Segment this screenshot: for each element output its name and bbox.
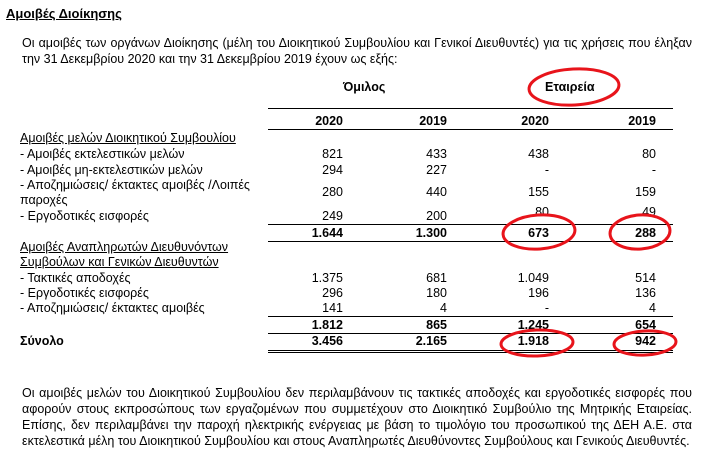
s1-row4-v3: 80 (535, 205, 549, 219)
s1-subtotal-rule-bottom (268, 241, 673, 242)
s2-row3-v3: - (544, 301, 549, 315)
s2-row1-v2: 681 (426, 271, 447, 285)
total-label: Σύνολο (20, 334, 64, 348)
s1-subtotal-rule (268, 224, 673, 225)
s1-subtotal-v4: 288 (635, 226, 656, 240)
total-v4: 942 (635, 334, 656, 348)
s1-row1-label: - Αμοιβές εκτελεστικών μελών (20, 147, 185, 161)
s2-row2-v1: 296 (322, 286, 343, 300)
section2-heading-line2: Συμβούλων και Γενικών Διευθυντών (20, 255, 219, 269)
total-rule-1 (268, 350, 673, 351)
s2-row3-label: - Αποζημιώσεις/ έκτακτες αμοιβές (20, 301, 205, 315)
s1-row3-v4: 159 (635, 185, 656, 199)
s1-row1-v2: 433 (426, 147, 447, 161)
intro-paragraph: Οι αμοιβές των οργάνων Διοίκησης (μέλη του Διοικητικού Συμβουλίου και Γενικοί Διευθυντές) για τις χρήσεις που έληξαν την 31 Δεκεμβρίου 2020 και την 31 Δεκεμβρίου 2019 έχουν ως εξής: (22, 36, 692, 66)
s1-row4-label: - Εργοδοτικές εισφορές (20, 209, 149, 223)
section2-heading-line1: Αμοιβές Αναπληρωτών Διευθυνόντων (20, 240, 229, 254)
year-col-3: 2020 (521, 114, 549, 128)
s1-row3-v2: 440 (426, 185, 447, 199)
s2-row2-v2: 180 (426, 286, 447, 300)
section1-heading: Αμοιβές μελών Διοικητικού Συμβουλίου (20, 131, 236, 145)
s1-row3-label-line1: - Αποζημιώσεις/ έκτακτες αμοιβές /Λοιπές (20, 178, 250, 192)
s2-row1-v1: 1.375 (311, 271, 343, 285)
total-v3: 1.918 (517, 334, 549, 348)
s1-row2-label: - Αμοιβές μη-εκτελεστικών μελών (20, 163, 203, 177)
header-rule (268, 108, 673, 109)
footnote-paragraph: Οι αμοιβές μελών του Διοικητικού Συμβουλίου δεν περιλαμβάνουν τις τακτικές αποδοχές και εργοδοτικές εισφορές που αφορούν στους εκπροσώπους των εργαζομένων που συμμετέχουν στο Διοικητικό Συμβούλιο της Μητρικής Εταιρείας. Επίσης, δεν περιλαμβάνει την παροχή ηλεκτρικής ενέργειας με βάση το τιμολόγιο του προσωπικού της ΔΕΗ Α.Ε. στα εκτελεστικά μέλη του Διοικητικού Συμβουλίου και στους Αναπληρωτές Διευθύνοντες Συμβούλους και Γενικούς Διευθυντές. (22, 386, 692, 448)
s1-row4-v1: 249 (322, 209, 343, 223)
s1-row3-v1: 280 (322, 185, 343, 199)
group-header-omilos: Όμιλος (343, 80, 386, 94)
s2-subtotal-v4: 654 (635, 318, 656, 332)
s1-subtotal-v2: 1.300 (415, 226, 447, 240)
total-v1: 3.456 (311, 334, 343, 348)
s1-row3-v3: 155 (528, 185, 549, 199)
year-col-2: 2019 (419, 114, 447, 128)
s1-row1-v4: 80 (642, 147, 656, 161)
total-rule-2 (268, 352, 673, 353)
s1-row1-v3: 438 (528, 147, 549, 161)
s1-row2-v1: 294 (322, 163, 343, 177)
s2-subtotal-rule (268, 316, 673, 317)
s2-row2-label: - Εργοδοτικές εισφορές (20, 286, 149, 300)
s2-subtotal-v1: 1.812 (311, 318, 343, 332)
s1-subtotal-v1: 1.644 (311, 226, 343, 240)
year-rule (268, 129, 673, 130)
s2-row3-v4: 4 (649, 301, 656, 315)
s1-row4-v2: 200 (426, 209, 447, 223)
year-col-1: 2020 (315, 114, 343, 128)
s1-row2-v4: - (651, 163, 656, 177)
s1-subtotal-v3: 673 (528, 226, 549, 240)
s2-row2-v3: 196 (528, 286, 549, 300)
group-header-etaireia: Εταιρεία (545, 80, 595, 94)
s1-row4-v4: 49 (642, 205, 656, 219)
s1-row3-label-line2: παροχές (20, 193, 68, 207)
s1-row2-v3: - (544, 163, 549, 177)
s2-row3-v2: 4 (440, 301, 447, 315)
section-title: Αμοιβές Διοίκησης (6, 6, 122, 21)
s2-row1-v3: 1.049 (517, 271, 549, 285)
s2-row2-v4: 136 (635, 286, 656, 300)
total-v2: 2.165 (415, 334, 447, 348)
s1-row2-v2: 227 (426, 163, 447, 177)
s2-row3-v1: 141 (322, 301, 343, 315)
s2-subtotal-v3: 1.245 (517, 318, 549, 332)
year-col-4: 2019 (628, 114, 656, 128)
s2-subtotal-v2: 865 (426, 318, 447, 332)
s1-row1-v1: 821 (322, 147, 343, 161)
s2-row1-v4: 514 (635, 271, 656, 285)
s2-row1-label: - Τακτικές αποδοχές (20, 271, 131, 285)
